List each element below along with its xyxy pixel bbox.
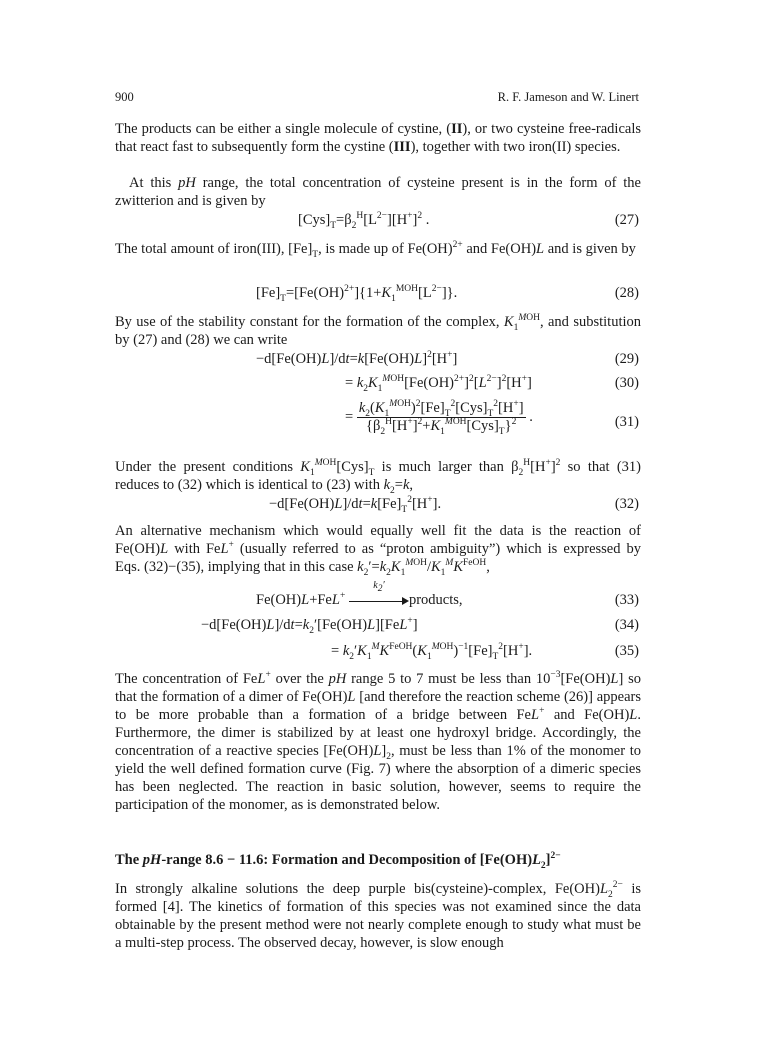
equation-35: = $k_2'K_1^MK^{FeOH}(K_1^{MOH})^{-1}[Fe]_T^2[H^+]$. <box>331 642 533 662</box>
equation-number-31: (31) <box>614 414 639 430</box>
equation-number-33: (33) <box>614 592 639 608</box>
equation-number-30: (30) <box>614 375 639 391</box>
reaction-arrow-rate-label: $k_2'$ <box>373 579 385 594</box>
paragraph-total-iron: The total amount of iron(III), $[Fe]_T$, is made up of Fe(OH)$^{2+}$ and Fe(OH)L and is given by <box>115 240 636 260</box>
page-number: 900 <box>115 90 134 104</box>
equation-number-32: (32) <box>614 496 639 512</box>
paragraph-present-conditions: Under the present conditions $K_1^{MOH}[Cys]_T$ is much larger than $\beta_2^H[H^+]^2$ so that (31) reduces to (32) which is identical to (23) with $k_2=k$, <box>115 458 641 496</box>
reaction-arrow <box>349 579 409 608</box>
equation-29: $-d[Fe(OH)L]/dt=k[Fe(OH)L]^2[H^+]$ <box>256 350 458 367</box>
equation-31-fraction <box>357 400 526 435</box>
equation-31-denominator: $\{\beta_2^H[H^+]^2+K_1^{MOH}[Cys]_T\}^2$ <box>366 417 517 437</box>
paragraph-alkaline-solutions: In strongly alkaline solutions the deep purple bis(cysteine)-complex, $Fe(OH)L_2^{2-}$ is formed [4]. The kinetics of formation of this species was not examined since the data obtainable by the present method were not nearly complete enough to study what must be a multi-step process. The observed decay, however, is slow enough <box>115 880 642 951</box>
equation-27: $[Cys]_T=\beta_2^H[L^{2-}][H^+]^2$ . <box>298 211 430 231</box>
running-header-authors: R. F. Jameson and W. Linert <box>497 90 639 104</box>
equation-28: $[Fe]_T=[Fe(OH)^{2+}]\{1+K_1^{MOH}[L^{2-}]\}$. <box>256 284 458 304</box>
equation-number-34: (34) <box>614 617 639 633</box>
paragraph-alternative-mechanism: An alternative mechanism which would equally well fit the data is the reaction of Fe(OH)L with FeL+ (usually referred to as “proton ambiguity”) which is expressed by Eqs. (32)−(35), implying that in this case $k_2'=k_2K_1^{MOH}/K_1^MK^{FeOH}$, <box>115 523 641 578</box>
paragraph-stability-constant: By use of the stability constant for the formation of the complex, $K_1^{MOH}$, and substitution by (27) and (28) we can write <box>115 313 642 348</box>
paragraph-products: The products can be either a single molecule of cystine, (II), or two cysteine free-radicals that react fast to subsequently form the cystine (III), together with two iron(II) species. <box>115 121 641 155</box>
equation-32: $-d[Fe(OH)L]/dt=k[Fe]_T^2[H^+]$. <box>269 495 442 515</box>
equation-number-35: (35) <box>614 643 639 659</box>
equation-31: = $\frac{k_2(K_1^{MOH})^2[Fe]_T^2[Cys]_T^2[H^+]}{\{\beta_2^H[H^+]^2+K_1^{MOH}[Cys]_T\}^2}$ . <box>345 399 533 437</box>
paragraph-concentration-fel: The concentration of FeL+ over the pH range 5 to 7 must be less than $10^{-3}[Fe(OH)L]$ so that the formation of a dimer of Fe(OH)L [and therefore the reaction scheme (26)] appears to be more probable than a formation of a bridge between FeL+ and Fe(OH)L. Furthermore, the dimer is stabilized by at least one hydroxyl bridge. Accordingly, the concentration of a reactive species $[Fe(OH)L]_2$, must be less than 1% of the monomer to yield the well defined formation curve (Fig. 7) where the absorption of a dimeric species has been neglected. The reaction in basic solution, however, seems to require the participation of the monomer, as is demonstrated below. <box>115 670 641 813</box>
equation-34: $-d[Fe(OH)L]/dt=k_2'[Fe(OH)L][FeL^+]$ <box>201 616 418 636</box>
section-heading: The pH-range 8.6 − 11.6: Formation and Decomposition of $[Fe(OH)L_2]^{2-}$ <box>115 851 561 871</box>
equation-33: Fe(OH)L+FeL+ $k_2'$ products, <box>256 579 463 608</box>
equation-number-27: (27) <box>614 212 639 228</box>
paragraph-ph-range: At this pH range, the total concentration of cysteine present is in the form of the zwitterion and is given by <box>115 175 641 209</box>
equation-number-28: (28) <box>614 285 639 301</box>
equation-number-29: (29) <box>614 351 639 367</box>
equation-31-numerator: $k_2(K_1^{MOH})^2[Fe]_T^2[Cys]_T^2[H^+]$ <box>358 399 524 419</box>
equation-30: = $k_2K_1^{MOH}[Fe(OH)^{2+}]^2[L^{2-}]^2[H^+]$ <box>345 374 532 394</box>
